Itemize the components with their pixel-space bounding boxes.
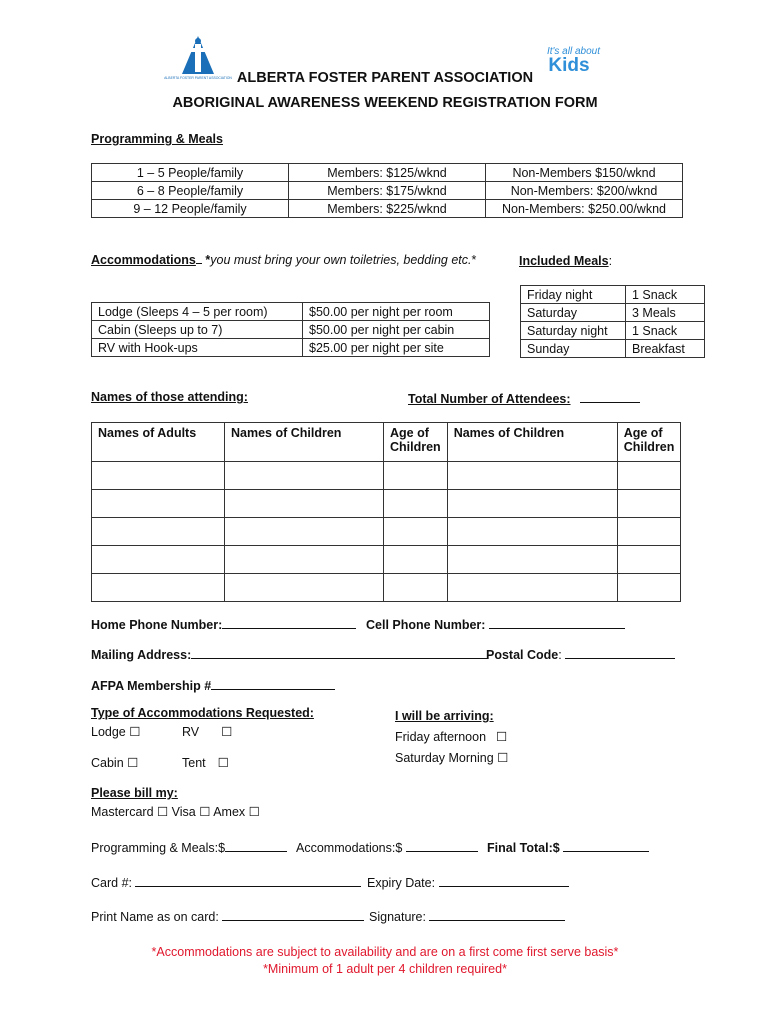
kids-logo: It's all about Kids <box>546 46 600 76</box>
tent-checkbox: ☐ <box>217 756 229 770</box>
tent-option[interactable]: Tent ☐ <box>182 756 229 770</box>
mailing-address-field[interactable] <box>191 646 487 659</box>
signature-field[interactable] <box>429 908 565 921</box>
postal-code-label: Postal Code: <box>486 646 675 662</box>
card-number: Card #: <box>91 874 361 890</box>
accommodations-total-field[interactable] <box>406 839 478 852</box>
accommodation-type-heading: Type of Accommodations Requested: <box>91 706 314 720</box>
accommodations-heading-line: Accommodations *you must bring your own toiletries, bedding etc.* <box>91 253 477 267</box>
attendees-table <box>91 422 681 602</box>
final-total: Final Total:$ <box>487 839 649 855</box>
home-phone-field[interactable] <box>222 616 356 629</box>
table-row: RV with Hook-ups $25.00 per night per site <box>92 339 490 357</box>
form-subtitle: ABORIGINAL AWARENESS WEEKEND REGISTRATION FORM <box>172 95 598 111</box>
rv-checkbox: ☐ <box>221 725 233 739</box>
expiry-date: Expiry Date: <box>367 874 569 890</box>
table-row: Saturday 3 Meals <box>521 304 705 322</box>
table-row <box>92 518 681 546</box>
home-phone-label: Home Phone Number: <box>91 616 356 632</box>
print-name-field[interactable] <box>222 908 364 921</box>
table-row: Saturday night 1 Snack <box>521 322 705 340</box>
programming-table <box>91 163 683 218</box>
meals-table <box>520 285 705 358</box>
friday-checkbox: ☐ <box>496 730 508 744</box>
table-row <box>92 462 681 490</box>
card-type-options[interactable]: Mastercard ☐ Visa ☐ Amex ☐ <box>91 805 260 819</box>
meals-heading: Included Meals: <box>519 254 613 268</box>
total-attendees-field[interactable] <box>580 390 640 403</box>
footer-note-minimum: *Minimum of 1 adult per 4 children required* <box>263 962 507 976</box>
cell-phone-label: Cell Phone Number: <box>366 616 625 632</box>
attendees-heading: Names of those attending: <box>91 390 248 404</box>
billing-heading: Please bill my: <box>91 786 178 800</box>
table-row: Lodge (Sleeps 4 – 5 per room) $50.00 per night per room <box>92 303 490 321</box>
programming-total-field[interactable] <box>225 839 287 852</box>
table-header-row: Names of Adults Names of Children Age of Children Names of Children Age of Children <box>92 423 681 462</box>
programming-total: Programming & Meals:$ <box>91 839 287 855</box>
table-row: 6 – 8 People/family Members: $175/wknd Non-Members: $200/wknd <box>92 182 683 200</box>
page-title: ALBERTA FOSTER PARENT ASSOCIATION <box>236 70 534 86</box>
saturday-option[interactable]: Saturday Morning ☐ <box>395 751 509 765</box>
programming-heading: Programming & Meals <box>91 132 223 146</box>
total-attendees: Total Number of Attendees: <box>408 390 640 406</box>
table-row <box>92 546 681 574</box>
cabin-option[interactable]: Cabin ☐ <box>91 756 139 770</box>
arrival-heading: I will be arriving: <box>395 709 494 723</box>
expiry-date-field[interactable] <box>439 874 569 887</box>
footer-note-availability: *Accommodations are subject to availability and are on a first come first serve basis* <box>151 945 619 959</box>
accommodations-total: Accommodations:$ <box>296 839 478 855</box>
card-number-field[interactable] <box>135 874 361 887</box>
print-name: Print Name as on card: <box>91 908 364 924</box>
postal-code-field[interactable] <box>565 646 675 659</box>
table-row <box>92 490 681 518</box>
membership-field[interactable] <box>211 677 335 690</box>
friday-option[interactable]: Friday afternoon ☐ <box>395 730 508 744</box>
rv-option[interactable]: RV ☐ <box>182 725 233 739</box>
table-row: Cabin (Sleeps up to 7) $50.00 per night per cabin <box>92 321 490 339</box>
accommodations-table <box>91 302 490 357</box>
mailing-address-label: Mailing Address: <box>91 646 487 662</box>
final-total-field[interactable] <box>563 839 649 852</box>
cell-phone-field[interactable] <box>489 616 625 629</box>
table-row: 1 – 5 People/family Members: $125/wknd Non-Members $150/wknd <box>92 164 683 182</box>
table-row: 9 – 12 People/family Members: $225/wknd Non-Members: $250.00/wknd <box>92 200 683 218</box>
signature: Signature: <box>369 908 565 924</box>
membership-label: AFPA Membership # <box>91 677 335 693</box>
lodge-option[interactable]: Lodge ☐ <box>91 725 141 739</box>
svg-text:ALBERTA FOSTER PARENT ASSOCIAT: ALBERTA FOSTER PARENT ASSOCIATION <box>164 76 232 80</box>
table-row <box>92 574 681 602</box>
table-row: Sunday Breakfast <box>521 340 705 358</box>
table-row: Friday night 1 Snack <box>521 286 705 304</box>
